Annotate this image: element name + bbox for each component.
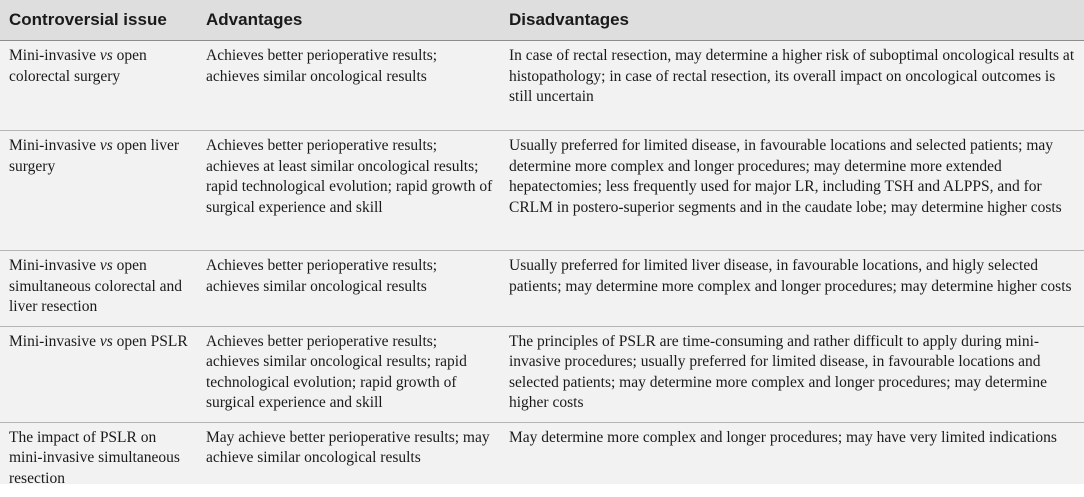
cell-issue xyxy=(0,422,197,497)
issue-text-rest: open liver surgery xyxy=(9,137,179,175)
cell-disadvantages: In case of rectal resection, may determine a higher risk of suboptimal oncological results at histopathology; in case of rectal resection, its overall impact on oncological outcomes is still uncertain xyxy=(500,41,1084,131)
header-row xyxy=(0,0,1084,41)
cell-disadvantages: Usually preferred for limited liver disease, in favourable locations, and higly selected patients; may determine more complex and longer procedures; may determine higher costs xyxy=(500,251,1084,327)
table-row xyxy=(0,251,1084,327)
issue-text: Mini-invasive xyxy=(9,257,100,274)
header-disadvantages: Disadvantages xyxy=(500,0,1084,41)
table-row xyxy=(0,131,1084,251)
cell-issue xyxy=(0,41,197,131)
issue-vs: vs xyxy=(100,47,113,64)
issue-text-rest: open colorectal surgery xyxy=(9,47,147,85)
cell-advantages: Achieves better perioperative results; achieves at least similar oncological results; rapid technological evolution; rapid growth of surgical experience and skill xyxy=(197,131,500,251)
issue-vs: vs xyxy=(100,257,113,274)
issue-text: The impact of PSLR on mini-invasive simultaneous resection xyxy=(9,429,180,487)
cell-advantages: Achieves better perioperative results; achieves similar oncological results; rapid technological evolution; rapid growth of surgical experience and skill xyxy=(197,326,500,422)
issue-text: Mini-invasive xyxy=(9,333,100,350)
cell-issue xyxy=(0,131,197,251)
issue-text: Mini-invasive xyxy=(9,47,100,64)
header-advantages: Advantages xyxy=(197,0,500,41)
table-row xyxy=(0,422,1084,497)
issue-text-rest: open PSLR xyxy=(113,333,188,350)
table-row xyxy=(0,41,1084,131)
cell-advantages: Achieves better perioperative results; achieves similar oncological results xyxy=(197,41,500,131)
cell-issue xyxy=(0,251,197,327)
issue-vs: vs xyxy=(100,333,113,350)
table-row xyxy=(0,326,1084,422)
cell-disadvantages: Usually preferred for limited disease, in favourable locations and selected patients; may determine more complex and longer procedures; may determine more extended hepatectomies; less frequently used for major LR, including TSH and ALPPS, and for CRLM in postero-superior segments and in the caudate lobe; may determine higher costs xyxy=(500,131,1084,251)
table-header xyxy=(0,0,1084,41)
cell-issue xyxy=(0,326,197,422)
cell-disadvantages: May determine more complex and longer procedures; may have very limited indications xyxy=(500,422,1084,497)
cell-advantages: May achieve better perioperative results; may achieve similar oncological results xyxy=(197,422,500,497)
table-body xyxy=(0,41,1084,497)
issue-text: Mini-invasive xyxy=(9,137,100,154)
header-controversial-issue: Controversial issue xyxy=(0,0,197,41)
issue-vs: vs xyxy=(100,137,113,154)
cell-disadvantages: The principles of PSLR are time-consuming and rather difficult to apply during mini-invasive procedures; usually preferred for limited disease, in favourable locations and selected patients; may determine more complex and longer procedures; may determine higher costs xyxy=(500,326,1084,422)
issue-text-rest: open simultaneous colorectal and liver resection xyxy=(9,257,182,315)
cell-advantages: Achieves better perioperative results; achieves similar oncological results xyxy=(197,251,500,327)
